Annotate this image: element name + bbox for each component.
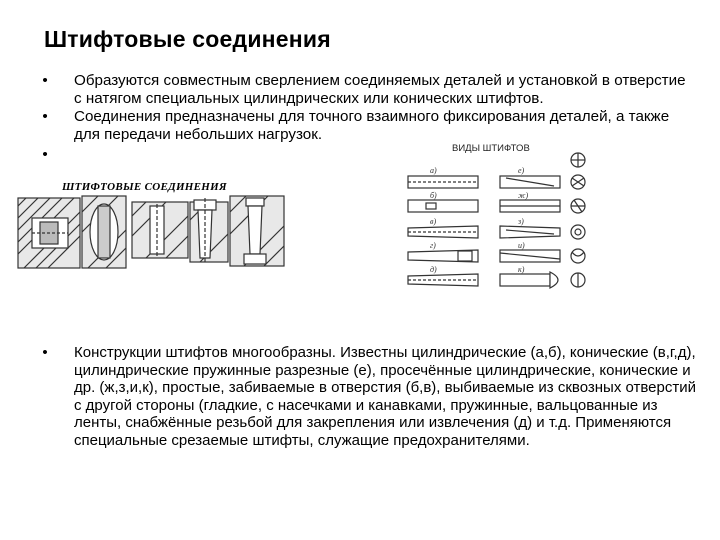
pin-label: д) xyxy=(430,265,437,274)
pin-label: в) xyxy=(430,217,437,226)
pin-label: и) xyxy=(518,241,525,250)
figure-caption: ВИДЫ ШТИФТОВ xyxy=(452,143,530,154)
pin-label: г) xyxy=(430,241,436,250)
pin-label: е) xyxy=(518,166,525,175)
bullet-text: Соединения предназначены для точного взаимного фиксирования деталей, а также для передачи небольших нагрузок. xyxy=(74,108,670,143)
bullet-text: Конструкции штифтов многообразны. Известны цилиндрические (а,б), конические (в,г,д), цилиндрические пружинные разрезные (е), просечённые цилиндрические, конические и др. (ж,з,и,к), простые, забиваемые в отверстия (б,в), выбиваемые из сквозных отверстий с другой стороны (гладкие, с насечками и канавками, пружинные, вальцованные из ленты, снабжённые резьбой для закрепления или извлечения (д) и т.д. Применяются специальные срезаемые штифты, служащие предохранителями. xyxy=(74,344,696,449)
bullet-marker: • xyxy=(42,344,48,361)
bullet-marker: • xyxy=(42,146,48,163)
bullet-text: Образуются совместным сверлением соединяемых деталей и установкой в отверстие с натягом специальных цилиндрических или конических штифтов. xyxy=(74,72,686,107)
bullet-item xyxy=(40,72,690,107)
pin-label: а) xyxy=(430,166,437,175)
pin-label: з) xyxy=(518,217,524,226)
pin-label: к) xyxy=(518,265,525,274)
pin-label: б) xyxy=(430,191,437,200)
bullet-marker: • xyxy=(42,108,48,125)
bullet-marker: • xyxy=(42,72,48,89)
bullet-item xyxy=(40,344,700,450)
figure-caption: ШТИФТОВЫЕ СОЕДИНЕНИЯ xyxy=(62,181,227,193)
pin-types-figure xyxy=(396,140,596,315)
slide-title: Штифтовые соединения xyxy=(44,26,331,52)
bullet-item xyxy=(40,108,690,143)
pin-label: ж) xyxy=(518,191,529,200)
pin-types-drawing xyxy=(396,140,596,310)
